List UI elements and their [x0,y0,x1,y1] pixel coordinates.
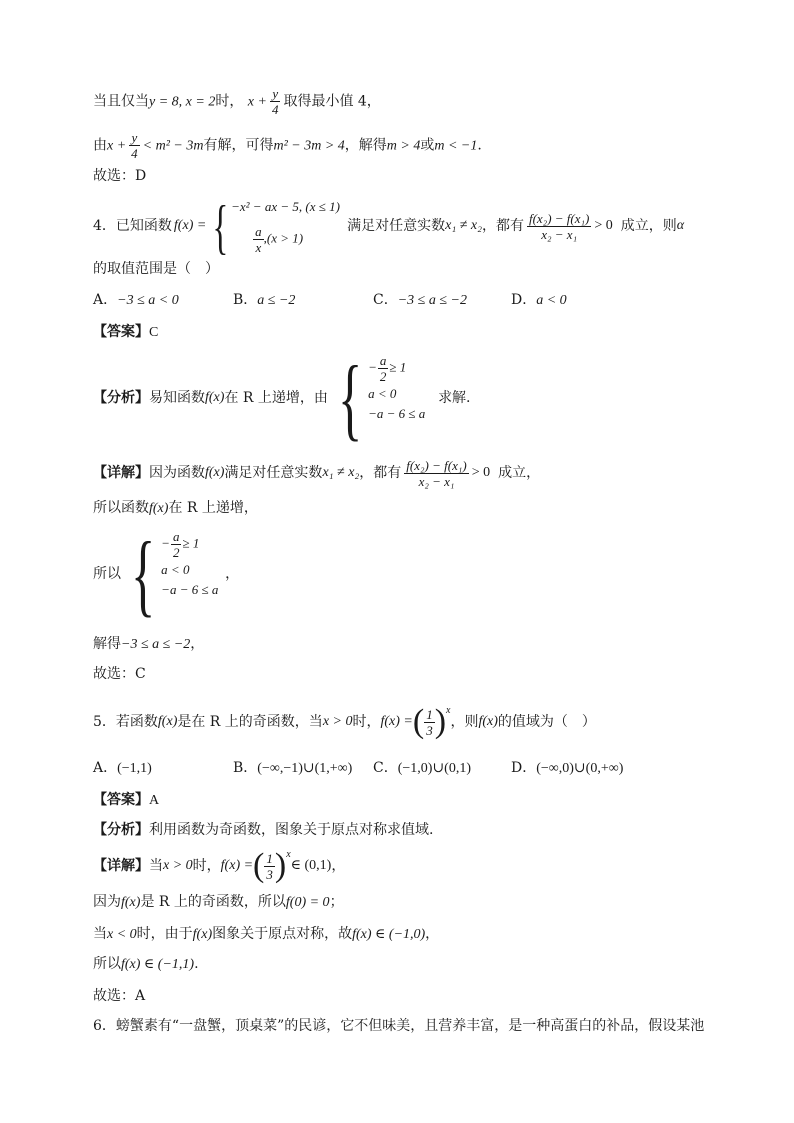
option-c: C．(−1,0)∪(0,1) [373,760,471,776]
math: − $\frac{a}{2}$ ≥ 1 [368,353,407,384]
math: f(x) [205,390,225,405]
text: 是 R 上的奇函数，所以 [140,894,286,910]
text: 图象关于原点对称，故 [212,926,353,942]
math: x > 0 [322,714,353,729]
text: 时， [352,714,381,730]
q4-stem-line2: 的取值范围是（ ） [93,261,219,277]
fraction: $\frac{y}{4}$ [131,130,138,161]
q5-detail-line4 [93,954,199,975]
math: − $\frac{a}{2}$ ≥ 1 [161,529,200,560]
q5-analysis [93,820,433,840]
q4-solve [93,634,204,655]
option-b: B．(−∞,−1)∪(1,+∞) [233,760,353,776]
math: m < −1 [434,138,478,154]
answer-value: A [149,793,160,808]
text: ，都有 [481,218,524,234]
q4-detail-line2 [93,498,258,519]
text: 所以函数 [93,500,149,516]
math: f(x) [192,927,213,942]
math: −x² − ax − 5, (x ≤ 1) [231,199,340,214]
text: 4．已知函数 [93,218,172,234]
text-line-1 [93,86,381,117]
math: f(x) [205,465,225,480]
text: ， [331,858,346,874]
text: 成立， [498,465,541,481]
text: 当 [93,926,107,942]
text: . [194,956,199,972]
text: 成立，则 [620,218,677,234]
math: m > 4 [386,138,421,154]
math: f(x) ∈ (−1,1) [121,957,195,972]
q6-stem: 6．螃蟹素有“一盘蟹，顶桌菜”的民谚，它不但味美，且营养丰富，是一种高蛋白的补品，假设某池 [93,1018,705,1034]
text: 在 R 上递增， [168,500,258,516]
detail-tag: 【详解】 [93,465,149,481]
text: 时， [215,93,244,110]
math: x + [107,138,127,154]
q5-answer [93,790,159,811]
math: f(x) [149,501,169,516]
text: ， [190,636,205,652]
text: ，都有 [359,465,402,481]
text: ； [329,894,344,910]
math: −a − 6 ≤ a [161,582,219,597]
text-line-2 [93,130,482,161]
text: 时， [192,858,221,874]
text: 所以 [93,956,121,972]
text: ，则 [450,714,479,730]
math: −a − 6 ≤ a [368,406,426,421]
analysis-tag: 【分析】 [93,822,149,838]
fraction: $\frac{a}{x}$ [255,224,262,255]
q5-stem [93,702,596,742]
text: 解得 [93,636,121,652]
math: x < 0 [107,927,137,942]
option-d: D．a < 0 [511,292,567,308]
q4-detail-system [93,523,240,625]
text: 求解. [438,390,471,406]
math: f(x) = [380,714,413,729]
math: ∈ (0,1) [290,858,332,873]
math: f(x) [478,714,498,729]
math: x₁ ≠ x₂ [322,465,360,480]
text: ，解得 [344,137,387,154]
math: f(x) [121,895,141,910]
fraction: $\frac{\text{f(x₂) − f(x₁)}}{\text{x₂ − x₁}}$ [406,457,467,489]
text: 利用函数为奇函数，图象关于原点对称求值域. [149,822,434,838]
text: 时，由于 [136,926,193,942]
inequality-system: { − $\frac{a}{2}$ ≥ 1 a < 0 −a − 6 ≤ a [121,529,225,619]
q4-analysis [93,347,471,449]
text: 满足对任意实数 [347,218,446,234]
answer-tag: 【答案】 [93,324,149,340]
q4-stem [93,194,685,260]
text: 满足对任意实数 [224,465,323,481]
text: 当 [149,858,163,874]
option-a: A．−3 ≤ a < 0 [93,292,179,308]
analysis-tag: 【分析】 [93,390,149,406]
math: x₁ ≠ x₂ [445,218,482,233]
text: 所以 [93,566,121,582]
power-expression: ( $\frac{1}{3}$ ) $^x$ [253,847,291,884]
math: > 0 [471,465,491,480]
text: ， [425,926,440,942]
math: α [676,218,685,233]
math: < m² − 3m [142,138,204,154]
math: f(0) = 0 [285,895,330,910]
text: 是在 R 上的奇函数，当 [177,714,323,730]
math: m² − 3m > 4 [273,138,345,154]
option-d: D．(−∞,0)∪(0,+∞) [511,760,624,776]
math: f(x) = [220,858,254,873]
math: f(x) = [173,218,207,233]
option-a: A．(−1,1) [93,760,152,776]
piecewise-function: { −x² − ax − 5, (x ≤ 1) $\frac{a}{x}$ ,(x > 1) [212,194,340,260]
math: > 0 [594,218,613,233]
text: 当且仅当 [93,93,149,110]
q4-answer [93,322,158,343]
text: 的值域为（ ） [497,714,596,730]
choose-line-3: 故选：D [93,168,147,184]
text: 或 [420,137,435,154]
text: 因为函数 [149,465,205,481]
text: 有解，可得 [203,137,274,154]
option-b: B．a ≤ −2 [233,292,296,308]
text: 取得最小值 4， [283,93,381,110]
q5-detail [93,846,345,886]
math: y = 8, x = 2 [149,94,216,110]
answer-value: C [149,325,159,340]
math: $\frac{a}{x}$ ,(x > 1) [255,224,304,255]
q4-choose: 故选：C [93,666,146,682]
text: ， [225,566,240,582]
math: f(x) ∈ (−1,0) [352,927,426,942]
inequality-system: { − $\frac{a}{2}$ ≥ 1 a < 0 −a − 6 ≤ a [328,353,432,443]
text: 因为 [93,894,121,910]
text: 在 R 上递增，由 [224,390,328,406]
math: −3 ≤ a ≤ −2 [121,637,191,652]
math: x > 0 [163,858,193,873]
detail-tag: 【详解】 [93,858,149,874]
option-c: C．−3 ≤ a ≤ −2 [373,292,467,308]
q4-detail [93,456,540,490]
text: 5．若函数 [93,714,158,730]
math: x + [247,94,267,110]
text: 由 [93,137,107,154]
fraction: $\frac{y}{4}$ [271,86,279,117]
text: 易知函数 [149,390,205,406]
math: f(x) [157,714,178,729]
text: . [477,137,482,154]
math: a < 0 [161,562,190,577]
q5-detail-line2 [93,892,344,913]
math: a < 0 [368,386,397,401]
q5-choose: 故选：A [93,988,146,1004]
answer-tag: 【答案】 [93,792,149,808]
fraction: $\frac{\text{f(x₂) − f(x₁)}}{\text{x₂ − x₁}}$ [528,210,590,242]
power-expression: ( $\frac{1}{3}$ ) $^x$ [412,703,451,740]
q5-detail-line3 [93,924,439,945]
